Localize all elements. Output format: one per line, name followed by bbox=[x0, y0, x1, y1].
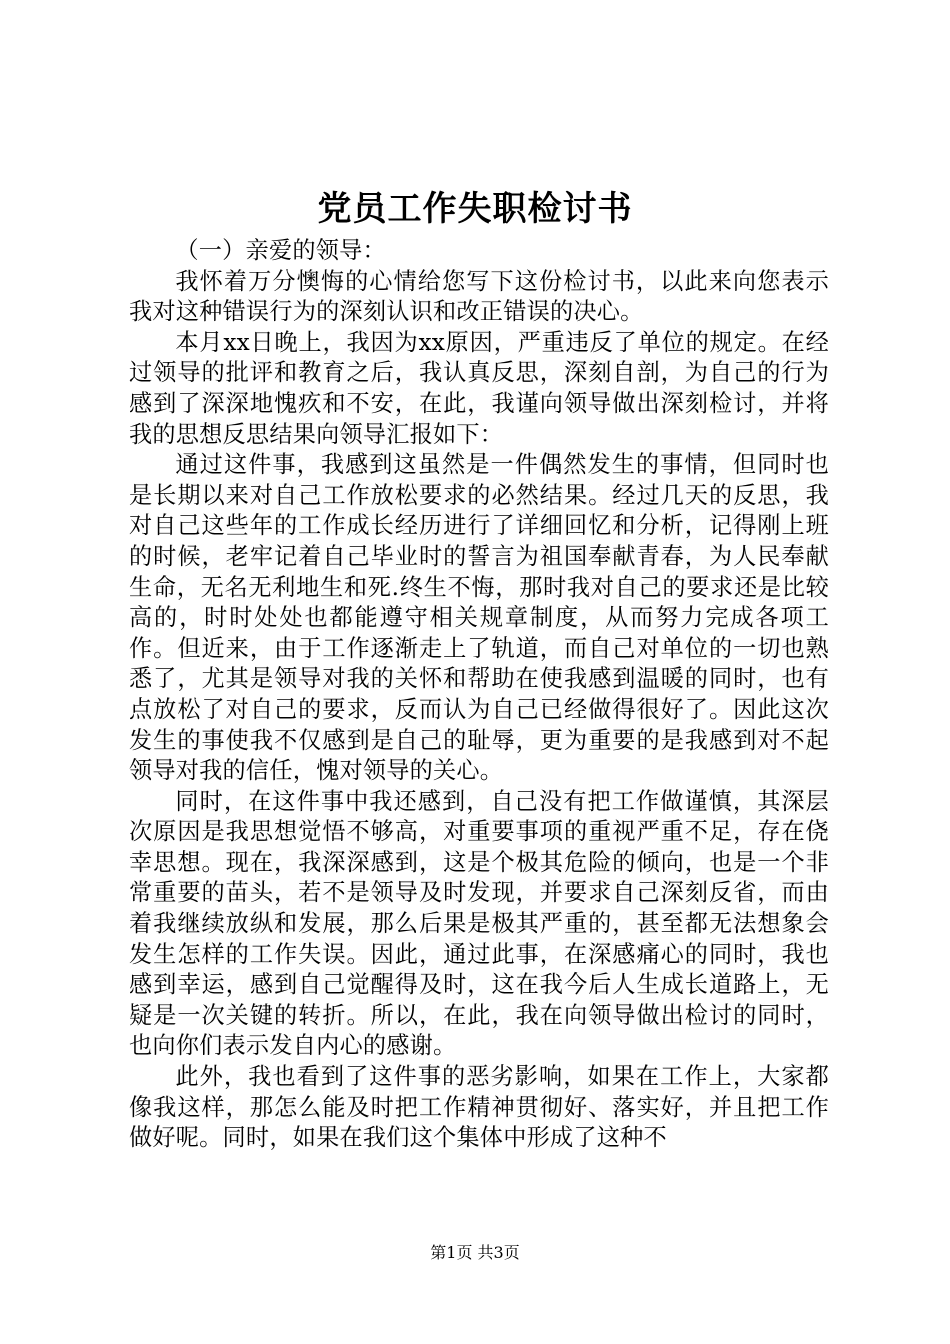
salutation: （一）亲爱的领导： bbox=[175, 237, 386, 264]
document-title: 党员工作失职检讨书 bbox=[317, 189, 633, 229]
paragraph: 本月xx日晚上，我因为xx原因，严重违反了单位的规定。在经过领导的批评和教育之后，我认真反思，深刻自剖，为自己的行为感到了深深地愧疚和不安，在此，我谨向领导做出深刻检讨，并将我的思想反思结果向领导汇报如下： bbox=[129, 328, 829, 448]
document-body bbox=[129, 236, 829, 1154]
paragraph: 我怀着万分懊悔的心情给您写下这份检讨书，以此来向您表示我对这种错误行为的深刻认识和改正错误的决心。 bbox=[129, 267, 829, 326]
page-number-footer: 第1页 共3页 bbox=[430, 1243, 520, 1262]
paragraph: 同时，在这件事中我还感到，自己没有把工作做谨慎，其深层次原因是我思想觉悟不够高，对重要事项的重视严重不足，存在侥幸思想。现在，我深深感到，这是个极其危险的倾向，也是一个非常重要的苗头，若不是领导及时发现，并要求自己深刻反省，而由着我继续放纵和发展，那么后果是极其严重的，甚至都无法想象会发生怎样的工作失误。因此，通过此事，在深感痛心的同时，我也感到幸运，感到自己觉醒得及时，这在我今后人生成长道路上，无疑是一次关键的转折。所以，在此，我在向领导做出检讨的同时，也向你们表示发自内心的感谢。 bbox=[129, 787, 829, 1060]
paragraph: 通过这件事，我感到这虽然是一件偶然发生的事情，但同时也是长期以来对自己工作放松要求的必然结果。经过几天的反思，我对自己这些年的工作成长经历进行了详细回忆和分析，记得刚上班的时候，老牢记着自己毕业时的誓言为祖国奉献青春，为人民奉献生命，无名无利地生和死.终生不悔，那时我对自己的要求还是比较高的，时时处处也都能遵守相关规章制度，从而努力完成各项工作。但近来，由于工作逐渐走上了轨道，而自己对单位的一切也熟悉了，尤其是领导对我的关怀和帮助在使我感到温暖的同时，也有点放松了对自己的要求，反而认为自己已经做得很好了。因此这次发生的事使我不仅感到是自己的耻辱，更为重要的是我感到对不起领导对我的信任，愧对领导的关心。 bbox=[129, 451, 829, 785]
paragraph: 此外，我也看到了这件事的恶劣影响，如果在工作上，大家都像我这样，那怎么能及时把工作精神贯彻好、落实好，并且把工作做好呢。同时，如果在我们这个集体中形成了这种不 bbox=[129, 1063, 829, 1152]
